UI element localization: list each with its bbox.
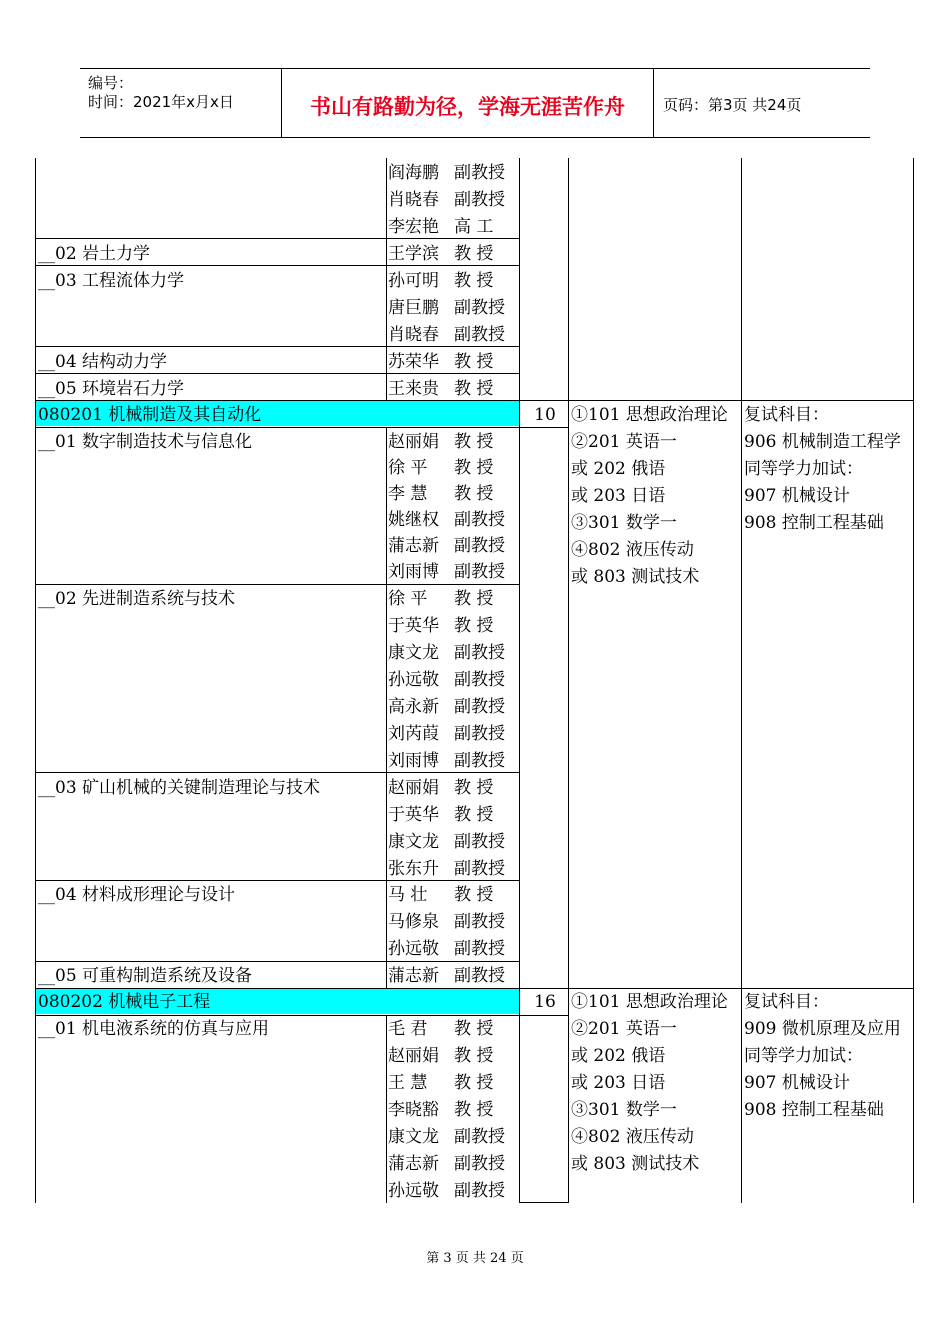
research-direction: __05 环境岩石力学 xyxy=(38,379,185,399)
advisor-entry: 蒲志新 副教授 xyxy=(388,966,505,986)
remark-line: 909 微机原理及应用 xyxy=(744,1019,901,1039)
advisor-entry: 马修泉 副教授 xyxy=(388,912,505,932)
research-direction: __03 工程流体力学 xyxy=(38,271,185,291)
advisor-entry: 毛 君 教 授 xyxy=(388,1019,494,1039)
exam-subject: 或 203 日语 xyxy=(571,486,666,506)
remarks-column xyxy=(744,989,901,1124)
remark-line: 同等学力加试： xyxy=(744,1046,863,1066)
advisor-entry: 徐 平 教 授 xyxy=(388,589,494,609)
advisor-entry: 姚继权 副教授 xyxy=(388,510,505,530)
advisor-entry: 高永新 副教授 xyxy=(388,697,505,717)
enrollment-quota: 10 xyxy=(534,405,556,425)
advisor-entry: 苏荣华 教 授 xyxy=(388,352,494,372)
research-direction: __03 矿山机械的关键制造理论与技术 xyxy=(38,778,321,798)
advisor-entry: 李晓豁 教 授 xyxy=(388,1100,494,1120)
remark-line: 908 控制工程基础 xyxy=(744,513,884,533)
exam-subject: 或 202 俄语 xyxy=(571,1046,666,1066)
remark-line: 同等学力加试： xyxy=(744,459,863,479)
exam-subject: 或 803 测试技术 xyxy=(571,567,700,587)
advisor-entry: 刘芮葭 副教授 xyxy=(388,724,505,744)
advisor-entry: 于英华 教 授 xyxy=(388,805,494,825)
page-footer: 第 3 页 共 24 页 xyxy=(426,1251,524,1266)
exam-subject: ③301 数学一 xyxy=(571,513,677,533)
advisor-entry: 孙可明 教 授 xyxy=(388,271,494,291)
exam-subjects xyxy=(571,402,728,591)
advisor-entry: 李 慧 教 授 xyxy=(388,484,494,504)
advisor-entry: 蒲志新 副教授 xyxy=(388,536,505,556)
exam-subject: ①101 思想政治理论 xyxy=(571,992,728,1012)
advisor-entry: 康文龙 副教授 xyxy=(388,832,505,852)
remark-line: 906 机械制造工程学 xyxy=(744,432,901,452)
remark-line: 复试科目： xyxy=(744,992,829,1012)
exam-subject: ①101 思想政治理论 xyxy=(571,405,728,425)
exam-subject: ④802 液压传动 xyxy=(571,1127,694,1147)
advisor-entry: 肖晓春 副教授 xyxy=(388,190,505,210)
exam-subject: ②201 英语一 xyxy=(571,1019,677,1039)
exam-subject: ③301 数学一 xyxy=(571,1100,677,1120)
exam-subject: ②201 英语一 xyxy=(571,432,677,452)
advisor-entry: 唐巨鹏 副教授 xyxy=(388,298,505,318)
remark-line: 复试科目： xyxy=(744,405,829,425)
header-page-number: 页码：第3页 共24页 xyxy=(663,96,802,114)
advisor-entry: 赵丽娟 教 授 xyxy=(388,432,494,452)
advisor-entry: 康文龙 副教授 xyxy=(388,1127,505,1147)
advisor-entry: 王学滨 教 授 xyxy=(388,244,494,264)
advisor-entry: 徐 平 教 授 xyxy=(388,458,494,478)
advisor-entry: 王 慧 教 授 xyxy=(388,1073,494,1093)
advisor-entry: 刘雨博 副教授 xyxy=(388,751,505,771)
remark-line: 907 机械设计 xyxy=(744,1073,850,1093)
exam-subject: 或 202 俄语 xyxy=(571,459,666,479)
exam-subject: 或 803 测试技术 xyxy=(571,1154,700,1174)
research-direction: __02 岩土力学 xyxy=(38,244,151,264)
advisor-entry: 肖晓春 副教授 xyxy=(388,325,505,345)
header-motto-cell xyxy=(282,69,654,137)
remark-line: 907 机械设计 xyxy=(744,486,850,506)
research-direction: __02 先进制造系统与技术 xyxy=(38,589,236,609)
advisor-entry: 赵丽娟 教 授 xyxy=(388,778,494,798)
header-page-cell xyxy=(654,69,870,137)
major-title: 080202 机械电子工程 xyxy=(38,992,211,1012)
document-number-label: 编号： xyxy=(88,74,134,92)
research-direction: __01 数字制造技术与信息化 xyxy=(38,432,253,452)
exam-subjects xyxy=(571,989,728,1178)
major-title: 080201 机械制造及其自动化 xyxy=(38,405,262,425)
advisor-entry: 孙远敬 副教授 xyxy=(388,1181,505,1201)
enrollment-quota: 16 xyxy=(534,992,556,1012)
enrollment-table xyxy=(35,158,915,1203)
exam-subject: ④802 液压传动 xyxy=(571,540,694,560)
advisor-entry: 马 壮 教 授 xyxy=(388,885,494,905)
research-direction: __01 机电液系统的仿真与应用 xyxy=(38,1019,270,1039)
document-time-label: 时间：2021年x月x日 xyxy=(88,93,234,111)
research-direction: __04 结构动力学 xyxy=(38,352,168,372)
page-header xyxy=(80,68,870,138)
research-direction: __04 材料成形理论与设计 xyxy=(38,885,236,905)
advisor-entry: 康文龙 副教授 xyxy=(388,643,505,663)
advisor-entry: 赵丽娟 教 授 xyxy=(388,1046,494,1066)
exam-subject: 或 203 日语 xyxy=(571,1073,666,1093)
remark-line: 908 控制工程基础 xyxy=(744,1100,884,1120)
advisor-entry: 孙远敬 副教授 xyxy=(388,670,505,690)
advisor-entry: 王来贵 教 授 xyxy=(388,379,494,399)
advisor-entry: 于英华 教 授 xyxy=(388,616,494,636)
advisor-entry: 李宏艳 高 工 xyxy=(388,217,494,237)
advisor-entry: 蒲志新 副教授 xyxy=(388,1154,505,1174)
advisor-entry: 阎海鹏 副教授 xyxy=(388,163,505,183)
advisor-entry: 张东升 副教授 xyxy=(388,859,505,879)
research-direction: __05 可重构制造系统及设备 xyxy=(38,966,253,986)
motto-text: 书山有路勤为径，学海无涯苦作舟 xyxy=(310,95,625,119)
advisor-entry: 孙远敬 副教授 xyxy=(388,939,505,959)
header-meta-cell xyxy=(80,69,282,137)
advisor-entry: 刘雨博 副教授 xyxy=(388,562,505,582)
remarks-column xyxy=(744,402,901,537)
